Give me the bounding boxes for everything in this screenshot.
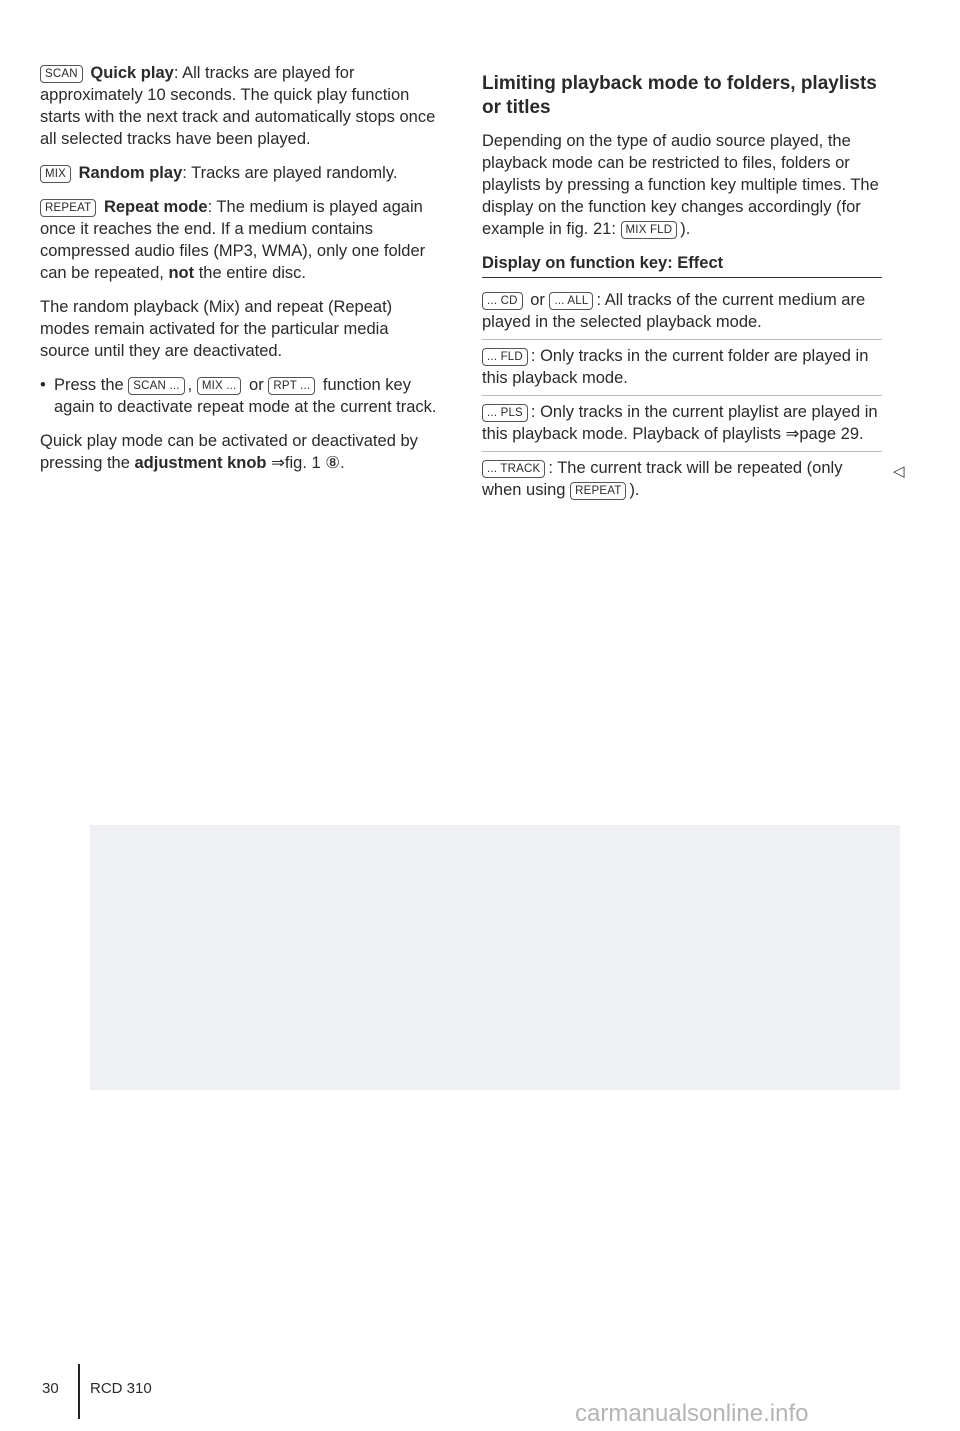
pls-key: ... PLS [482,404,528,422]
row-or: or [530,291,545,309]
bullet-post: function key again to deactivate repeat mode at the current track. [54,376,437,416]
table-row [482,284,882,340]
effect-table [482,284,882,507]
scan-dots-key: SCAN ... [128,377,184,395]
end-of-section-icon: ◁ [893,463,905,480]
bullet-or: or [249,376,264,394]
footer-divider [78,1364,80,1419]
table-row [482,396,882,452]
repeat-key: REPEAT [40,199,96,217]
scan-key: SCAN [40,65,83,83]
mix-fld-key: MIX FLD [621,221,678,239]
random-play-title: Random play [78,164,183,182]
quick-play-text: : All tracks are played for approximately 10 seconds. The quick play function starts with the next track and automatically stops once all selected tracks have been played. [40,64,436,148]
quick-play-knob-paragraph [40,430,442,474]
table-header: Display on function key: Effect [482,252,882,278]
row-close: ). [629,481,640,499]
quick-play-paragraph [40,62,442,150]
faded-background-figure [90,825,900,1090]
fld-key: ... FLD [482,348,528,366]
adjustment-knob-bold: adjustment knob [134,454,267,472]
quick-play-title: Quick play [90,64,174,82]
table-row [482,452,882,507]
row-text: : Only tracks in the current folder are played in this playback mode. [482,347,869,387]
bullet-press-keys: • Press the SCAN ... , MIX ... or RPT ... function key again to deactivate repeat mode at the current track. [40,374,442,418]
repeat-mode-bold: not [168,264,195,282]
watermark: carmanualsonline.info [575,1400,809,1427]
cd-key: ... CD [482,292,523,310]
model-name: RCD 310 [90,1380,152,1397]
bullet-pre: Press the [54,376,124,394]
row-text: : The current track will be repeated (only when using [482,459,843,499]
table-row [482,340,882,396]
right-column [482,62,882,507]
page-number: 30 [42,1380,59,1397]
mix-dots-key: MIX ... [197,377,242,395]
row-text: : All tracks of the current medium are played in the selected playback mode. [482,291,866,331]
intro-paragraph [482,130,882,240]
repeat-key-inline: REPEAT [570,482,626,500]
left-column [40,62,442,486]
intro-close: ). [680,220,691,238]
mix-key: MIX [40,165,71,183]
section-heading: Limiting playback mode to folders, playlists or titles [482,73,877,118]
intro-text: Depending on the type of audio source played, the playback mode can be restricted to files, folders or playlists by pressing a function key multiple times. The display on the function key changes accordingly (for example in fig. 21: [482,132,879,238]
knob-pre: Quick play mode can be activated or deactivated by pressing the [40,432,418,472]
repeat-mode-paragraph [40,196,442,284]
row-text: : Only tracks in the current playlist are played in this playback mode. Playback of playlists ⇒page 29. [482,403,878,443]
all-key: ... ALL [549,292,593,310]
track-key: ... TRACK [482,460,545,478]
random-play-paragraph [40,162,442,184]
repeat-mode-text2: the entire disc. [198,264,307,282]
knob-fig-ref: ⇒fig. 1 ⑧. [271,454,345,472]
repeat-mode-title: Repeat mode [103,198,208,216]
random-play-text: : Tracks are played randomly. [182,164,398,182]
repeat-mode-text1: : The medium is played again once it reaches the end. If a medium contains compressed audio files (MP3, WMA), only one folder can be repeated, [40,198,426,282]
modes-paragraph: The random playback (Mix) and repeat (Repeat) modes remain activated for the particular media source until they are deactivated. [40,298,393,360]
rpt-dots-key: RPT ... [268,377,315,395]
